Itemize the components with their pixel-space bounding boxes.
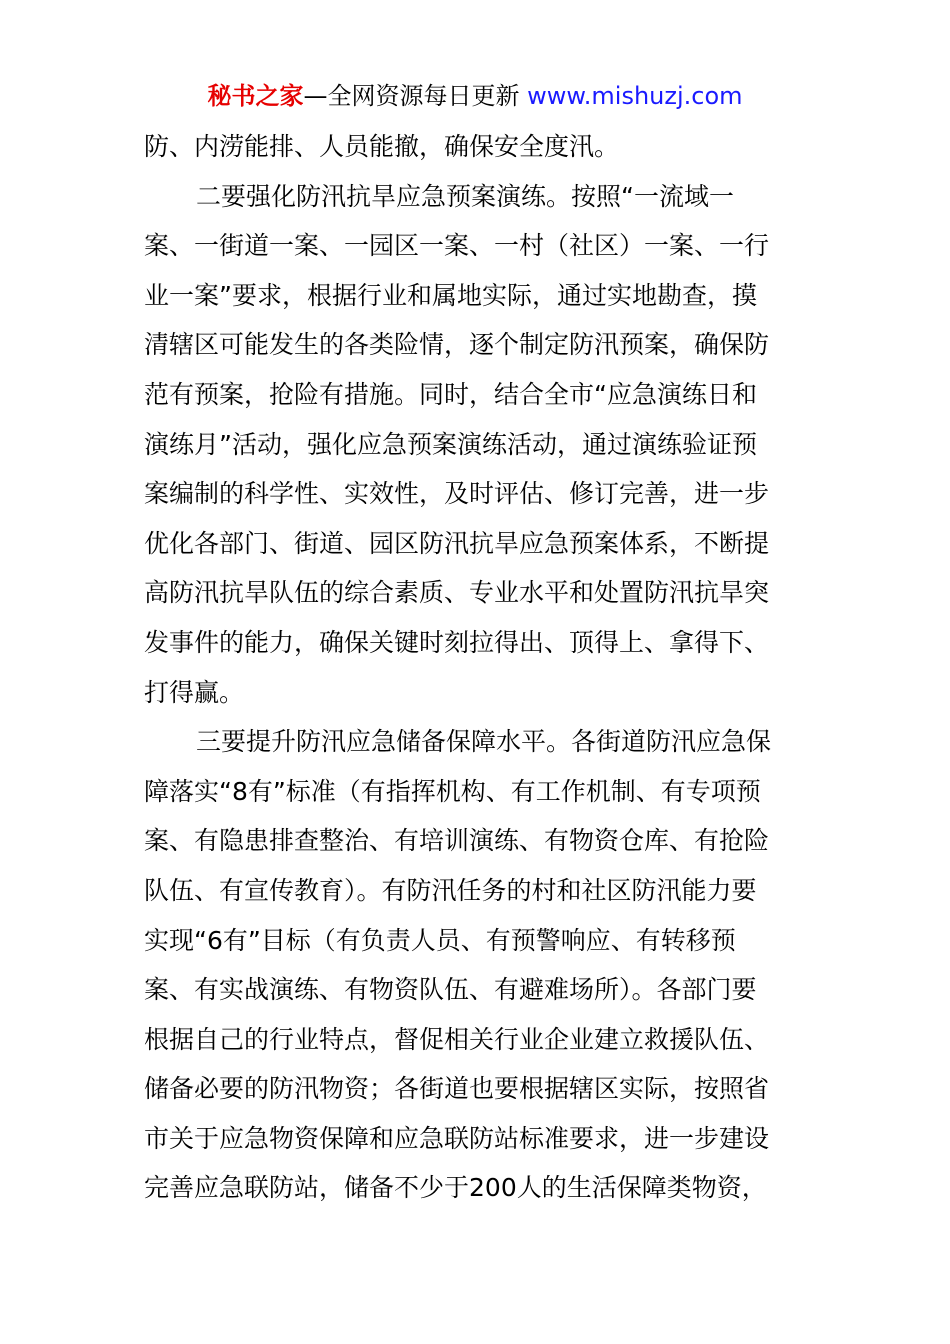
- site-brand: 秘书之家: [207, 82, 304, 110]
- site-header: [0, 80, 950, 112]
- text-line: 高防汛抗旱队伍的综合素质、专业水平和处置防汛抗旱突: [144, 578, 770, 608]
- document-body: [144, 122, 814, 1213]
- paragraph-start-line: 三要提升防汛应急储备保障水平。各街道防汛应急保: [196, 727, 772, 757]
- text-line: 业一案”要求，根据行业和属地实际，通过实地勘查，摸: [144, 280, 757, 310]
- text-line: 队伍、有宣传教育）。有防汛任务的村和社区防汛能力要: [144, 875, 757, 905]
- text-line: 案、一街道一案、一园区一案、一村（社区）一案、一行: [144, 231, 770, 261]
- text-line: 防、内涝能排、人员能撤，确保安全度汛。: [144, 132, 620, 161]
- text-line: 清辖区可能发生的各类险情，逐个制定防汛预案，确保防: [144, 330, 770, 360]
- text-line: 储备必要的防汛物资；各街道也要根据辖区实际，按照省: [144, 1074, 770, 1104]
- text-line: 范有预案，抢险有措施。同时，结合全市“应急演练日和: [144, 379, 757, 409]
- site-url-link[interactable]: www.mishuzj.com: [527, 82, 743, 110]
- text-line: 打得赢。: [144, 677, 245, 707]
- text-line: 障落实“8有”标准（有指挥机构、有工作机制、有专项预: [144, 776, 761, 806]
- text-line: 案、有实战演练、有物资队伍、有避难场所）。各部门要: [144, 975, 757, 1005]
- text-line: 演练月”活动，强化应急预案演练活动，通过演练验证预: [144, 429, 757, 459]
- text-line: 完善应急联防站，储备不少于200人的生活保障类物资，: [144, 1173, 767, 1203]
- text-line: 发事件的能力，确保关键时刻拉得出、顶得上、拿得下、: [144, 627, 770, 657]
- text-line: 根据自己的行业特点，督促相关行业企业建立救援队伍、: [144, 1024, 770, 1054]
- text-line: 实现“6有”目标（有负责人员、有预警响应、有转移预: [144, 925, 736, 955]
- text-line: 优化各部门、街道、园区防汛抗旱应急预案体系，不断提: [144, 528, 770, 558]
- text-line: 市关于应急物资保障和应急联防站标准要求，进一步建设: [144, 1123, 770, 1153]
- paragraph-start-line: 二要强化防汛抗旱应急预案演练。按照“一流域一: [196, 181, 734, 211]
- text-line: 案、有隐患排查整治、有培训演练、有物资仓库、有抢险: [144, 826, 770, 856]
- site-tagline: —全网资源每日更新: [303, 82, 528, 110]
- text-line: 案编制的科学性、实效性，及时评估、修订完善，进一步: [144, 479, 770, 509]
